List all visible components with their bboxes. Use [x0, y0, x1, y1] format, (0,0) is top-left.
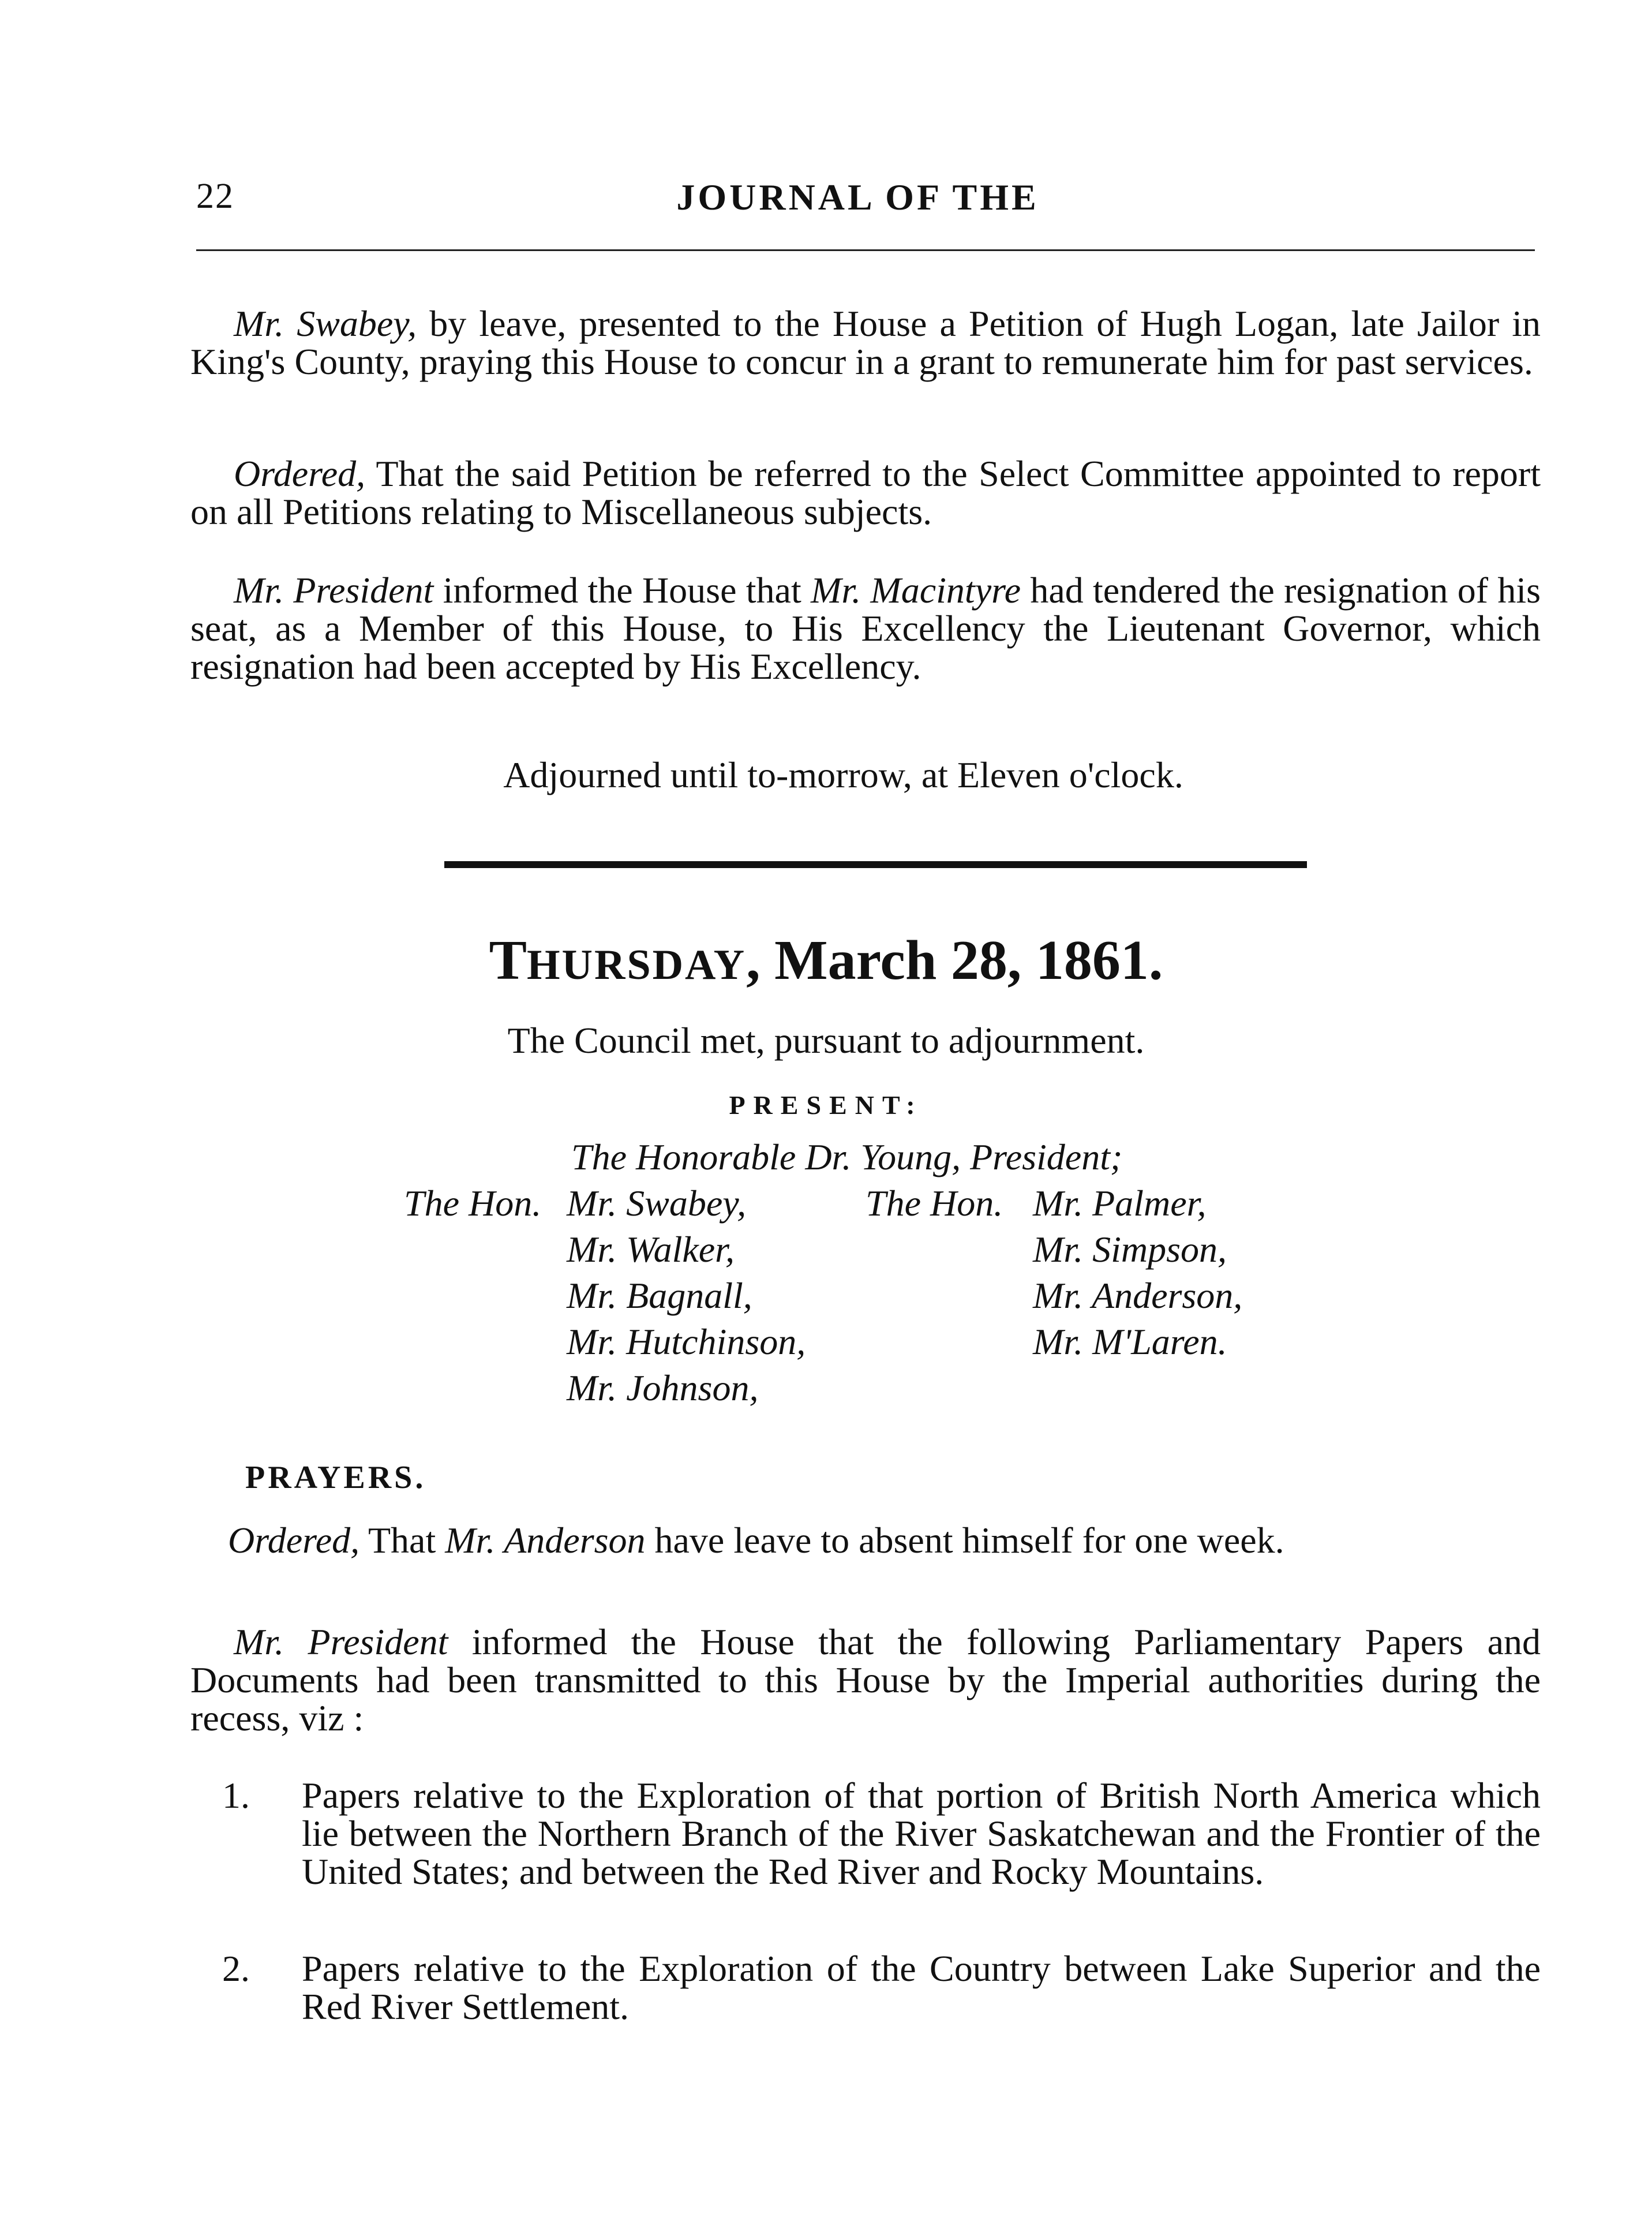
- paragraph-resignation: Mr. President informed the House that Mr. Macintyre had tendered the resignation of his seat, as a Member of this House, to His Excellency the Lieutenant Governor, which resignation had been accepted by His Excellency.: [190, 570, 1541, 687]
- roster-right-column: [1033, 1180, 1242, 1365]
- list-item: [222, 1950, 1541, 2026]
- adjourned-line: Adjourned until to-morrow, at Eleven o'clock.: [503, 754, 1183, 795]
- list-item: [222, 1777, 1541, 1891]
- ordered-lead: Ordered,: [234, 453, 366, 494]
- ordered-lead: Ordered,: [228, 1520, 360, 1561]
- roster-left-column: [567, 1180, 806, 1411]
- member-name: Mr. Anderson: [445, 1520, 646, 1561]
- paragraph-text: That the said Petition be referred to the Select Committee appointed to report on all Petitions relating to Miscellaneous subjects.: [190, 453, 1541, 532]
- item-number: 1.: [222, 1775, 250, 1816]
- item-text: Papers relative to the Exploration of the Country between Lake Superior and the Red River Settlement.: [302, 1948, 1541, 2027]
- roster-member: Mr. M'Laren.: [1033, 1321, 1227, 1362]
- roster-member: Mr. Anderson,: [1033, 1275, 1243, 1316]
- item-number: 2.: [222, 1948, 250, 1989]
- roster-member: Mr. Walker,: [567, 1229, 735, 1270]
- page-number: 22: [196, 177, 234, 216]
- paragraph-ordered-referral: [190, 455, 1541, 531]
- member-name: Mr. Macintyre: [811, 570, 1021, 611]
- roster-member: Mr. Bagnall,: [567, 1275, 752, 1316]
- council-met-line: The Council met, pursuant to adjournment.: [507, 1020, 1145, 1061]
- paragraph-petition: [190, 305, 1541, 381]
- roster-member: Mr. Hutchinson,: [567, 1321, 806, 1362]
- roster-member: Mr. Simpson,: [1033, 1229, 1227, 1270]
- day-initial: T: [489, 929, 527, 992]
- section-divider: [444, 861, 1307, 868]
- roster-left-prefix: The Hon.: [404, 1183, 542, 1224]
- header-rule: [196, 249, 1535, 251]
- roster-member: Mr. Swabey,: [567, 1183, 747, 1224]
- paragraph-papers-intro: [190, 1623, 1541, 1737]
- roster-member: Mr. Johnson,: [567, 1367, 759, 1408]
- date-heading: [0, 928, 1652, 993]
- roster-president-line: The Honorable Dr. Young, President;: [571, 1136, 1123, 1177]
- day-rest: HURSDAY: [527, 941, 747, 989]
- present-label: PRESENT:: [729, 1090, 923, 1120]
- running-head: JOURNAL OF THE: [676, 177, 1039, 218]
- paragraph-ordered-leave: Ordered, That Mr. Anderson have leave to absent himself for one week.: [228, 1520, 1284, 1561]
- president-lead: Mr. President: [234, 1621, 448, 1662]
- date-text: , March 28, 1861.: [746, 929, 1163, 992]
- member-name: Mr. Swabey,: [234, 303, 417, 344]
- paragraph-text: by leave, presented to the House a Petition of Hugh Logan, late Jailor in King's County, praying this House to concur in a grant to remunerate him for past services.: [190, 303, 1541, 382]
- roster-member: Mr. Palmer,: [1033, 1183, 1207, 1224]
- roster-right-prefix: The Hon.: [866, 1183, 1003, 1224]
- item-text: Papers relative to the Exploration of that portion of British North America which lie between the Northern Branch of the River Saskatchewan and the Frontier of the United States; and between the Red River and Rocky Mountains.: [302, 1775, 1541, 1892]
- paragraph-text: informed the House that the following Parliamentary Papers and Documents had been transmitted to this House by the Imperial authorities during the recess, viz :: [190, 1621, 1541, 1738]
- president-lead: Mr. President: [234, 570, 434, 611]
- prayers-heading: PRAYERS.: [245, 1460, 426, 1495]
